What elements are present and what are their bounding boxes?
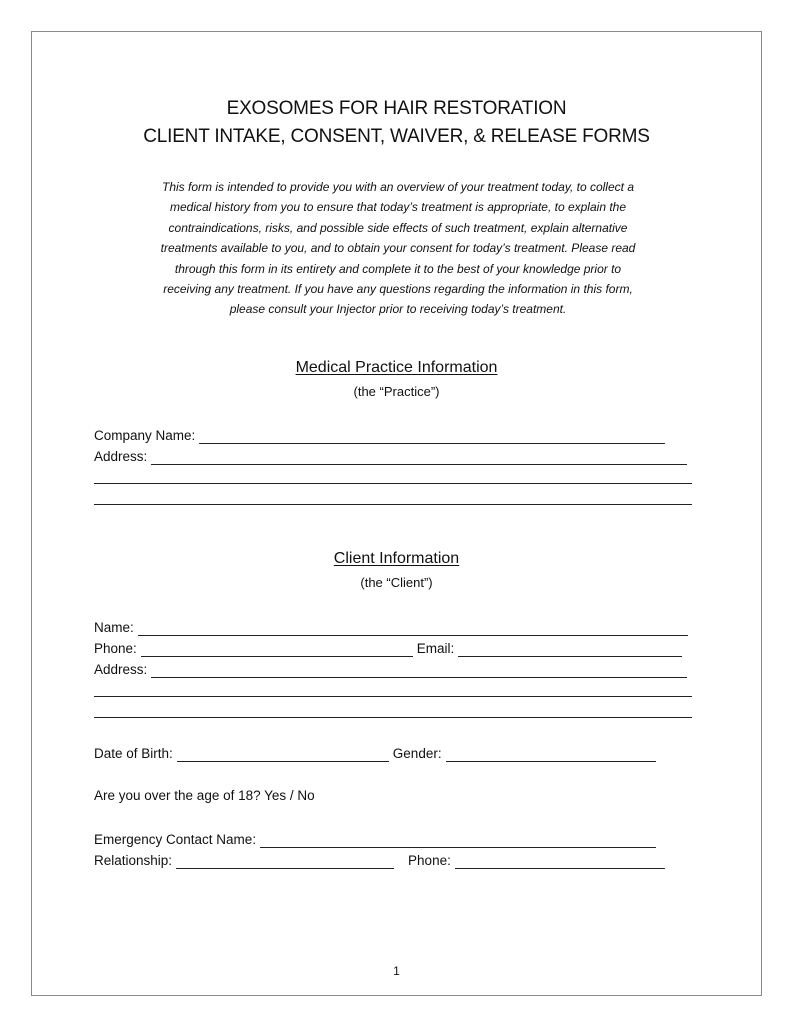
form-title-line-2: CLIENT INTAKE, CONSENT, WAIVER, & RELEASE FORMS	[143, 126, 650, 147]
practice-address-line-3[interactable]	[94, 504, 692, 505]
page-number: 1	[393, 964, 400, 978]
client-email-label: Email:	[416, 641, 455, 656]
intro-line: please consult your Injector prior to receiving today’s treatment.	[229, 302, 567, 317]
client-section-subheading: (the “Client”)	[360, 575, 433, 590]
company-name-label: Company Name:	[94, 428, 196, 443]
emergency-contact-label: Emergency Contact Name:	[94, 832, 257, 847]
emergency-contact-line[interactable]	[260, 834, 656, 848]
practice-address-line-2[interactable]	[94, 483, 692, 484]
relationship-line[interactable]	[176, 855, 394, 869]
relationship-phone-row	[94, 851, 665, 869]
emergency-phone-label: Phone:	[408, 853, 451, 868]
client-phone-label: Phone:	[94, 641, 137, 656]
practice-address-label: Address:	[94, 449, 148, 464]
intro-line: receiving any treatment. If you have any questions regarding the information in this form,	[163, 282, 633, 297]
form-title-line-1: EXOSOMES FOR HAIR RESTORATION	[226, 98, 567, 119]
client-phone-line[interactable]	[141, 643, 413, 657]
intro-line: through this form in its entirety and complete it to the best of your knowledge prior to	[174, 261, 622, 276]
client-phone-email-row	[94, 639, 682, 657]
client-address-line[interactable]	[151, 664, 687, 678]
form-page	[31, 31, 762, 996]
age-question: Are you over the age of 18? Yes / No	[94, 788, 315, 803]
intro-line: treatments available to you, and to obtain your consent for today’s treatment. Please read	[160, 241, 636, 256]
relationship-label: Relationship:	[94, 853, 173, 868]
client-name-field[interactable]	[94, 618, 688, 636]
gender-line[interactable]	[446, 748, 656, 762]
client-address-line-2[interactable]	[94, 696, 692, 697]
company-name-line[interactable]	[199, 430, 665, 444]
client-dob-gender-row	[94, 744, 656, 762]
dob-label: Date of Birth:	[94, 746, 173, 761]
emergency-phone-line[interactable]	[455, 855, 665, 869]
client-email-line[interactable]	[458, 643, 682, 657]
practice-address-line[interactable]	[151, 451, 687, 465]
gender-label: Gender:	[392, 746, 442, 761]
emergency-contact-field[interactable]	[94, 830, 656, 848]
client-address-field[interactable]	[94, 660, 687, 678]
practice-address-field[interactable]	[94, 447, 687, 465]
client-address-label: Address:	[94, 662, 148, 677]
intro-paragraph	[108, 177, 688, 320]
intro-line: This form is intended to provide you with an overview of your treatment today, to collect a	[161, 180, 634, 194]
intro-line: contraindications, risks, and possible side effects of such treatment, explain alternative	[168, 220, 628, 235]
client-address-line-3[interactable]	[94, 717, 692, 718]
client-section-heading: Client Information	[333, 550, 460, 567]
intro-line: medical history from you to ensure that today’s treatment is appropriate, to explain the	[169, 200, 627, 215]
practice-section-subheading: (the “Practice”)	[353, 384, 440, 399]
practice-section-heading: Medical Practice Information	[295, 359, 498, 376]
client-name-line[interactable]	[138, 622, 688, 636]
client-name-label: Name:	[94, 620, 134, 635]
dob-line[interactable]	[177, 748, 389, 762]
company-name-field[interactable]	[94, 426, 665, 444]
